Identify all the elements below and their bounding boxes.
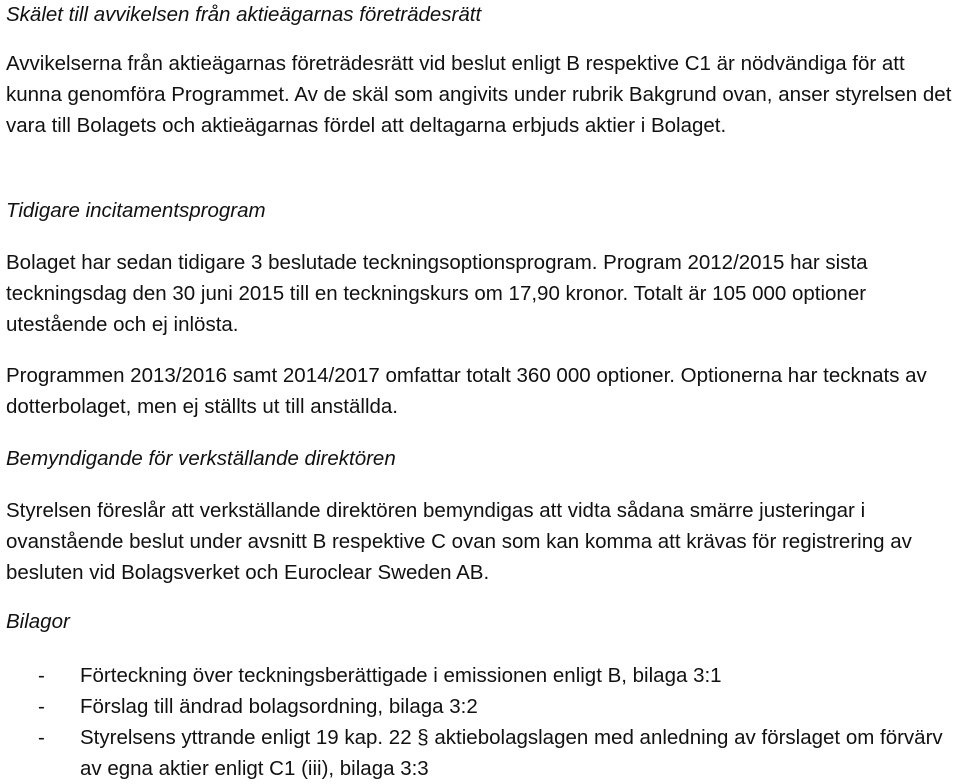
section-heading-previous-programs: Tidigare incitamentsprogram <box>6 199 266 222</box>
list-item <box>38 691 956 722</box>
paragraph-reason: Avvikelserna från aktieägarnas företrädesrätt vid beslut enligt B respektive C1 är nödvändiga för att kunna genomföra Programmet. Av de skäl som angivits under rubrik Bakgrund ovan, anser styrelsen det vara till Bolagets och aktieägarnas fördel att deltagarna erbjuds aktier i Bolaget. <box>6 52 952 137</box>
appendix-list <box>38 660 956 784</box>
paragraph-authorization: Styrelsen föreslår att verkställande direktören bemyndigas att vidta sådana smärre justeringar i ovanstående beslut under avsnitt B respektive C ovan som kan komma att krävas för registrering av besluten vid Bolagsverket och Euroclear Sweden AB. <box>6 499 912 584</box>
paragraph-previous-programs-2: Programmen 2013/2016 samt 2014/2017 omfattar totalt 360 000 optioner. Optionerna har tecknats av dotterbolaget, men ej ställts ut till anställda. <box>6 364 927 418</box>
section-heading-authorization: Bemyndigande för verkställande direktören <box>6 447 396 470</box>
list-dash: - <box>38 695 45 718</box>
section-heading-appendices: Bilagor <box>6 610 70 633</box>
appendix-item-label: Förteckning över teckningsberättigade i emissionen enligt B, bilaga 3:1 <box>80 664 722 687</box>
paragraph-previous-programs-1: Bolaget har sedan tidigare 3 beslutade teckningsoptionsprogram. Program 2012/2015 har sista teckningsdag den 30 juni 2015 till en teckningskurs om 17,90 kronor. Totalt är 105 000 optioner utestående och ej inlösta. <box>6 251 868 336</box>
list-item <box>38 660 956 691</box>
section-heading-reason: Skälet till avvikelsen från aktieägarnas företrädesrätt <box>6 3 482 26</box>
list-dash: - <box>38 726 45 749</box>
list-item <box>38 722 956 784</box>
appendix-item-label: Förslag till ändrad bolagsordning, bilaga 3:2 <box>80 695 478 718</box>
list-dash: - <box>38 664 45 687</box>
appendix-item-label: Styrelsens yttrande enligt 19 kap. 22 § aktiebolagslagen med anledning av förslaget om förvärv av egna aktier enligt C1 (iii), bilaga 3:3 <box>80 726 943 780</box>
